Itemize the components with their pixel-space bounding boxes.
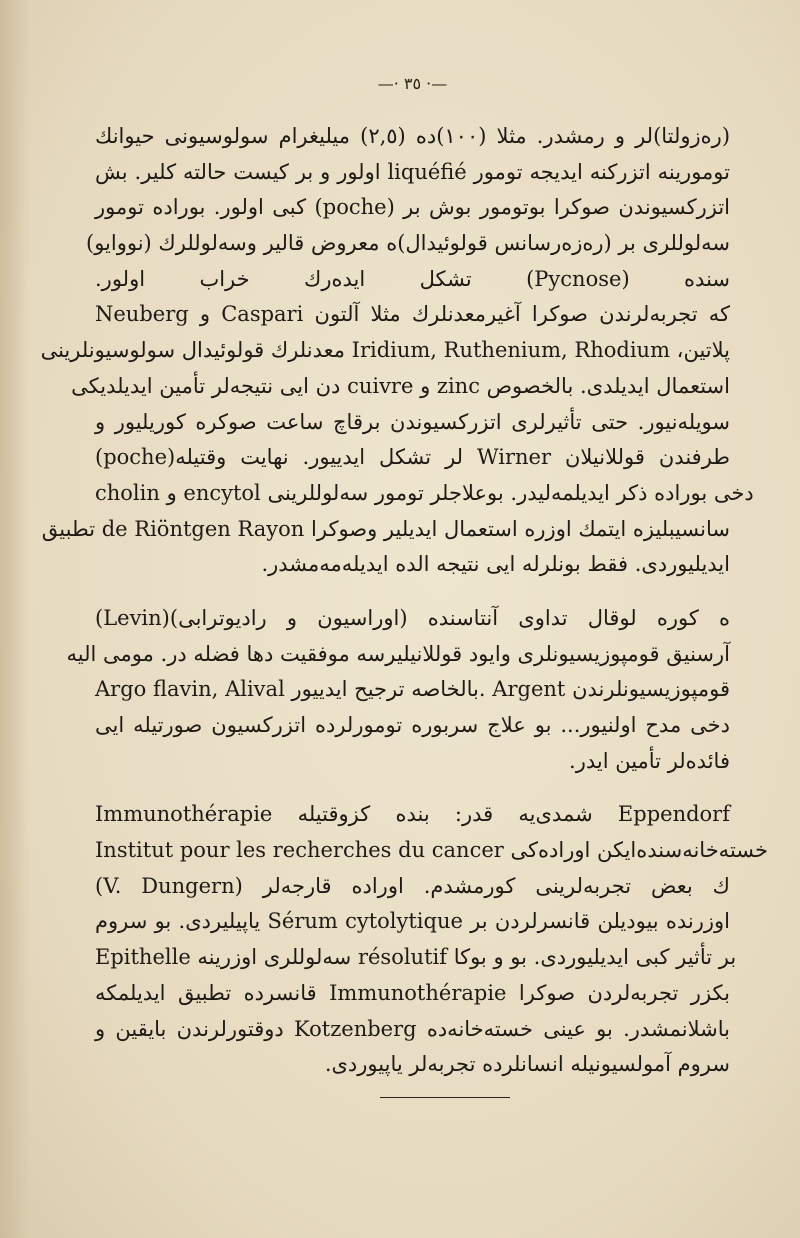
end-rule [380, 1097, 510, 1098]
body-text [40, 119, 768, 1083]
text-line: سانسیبلیزه ایتمك اوزره استعمال ایدیلیر وصوکرا de Riöntgen Rayon تطبیق [41, 516, 730, 541]
text-line: فائده‌لر تأمین ایدر. [569, 748, 730, 773]
text-line: سویله‌نیور. حتی تأثیرلری اتزرکسیوندن برقاچ ساعت صوکره کوریلیور و [95, 409, 730, 434]
text-line: بکزر تجربه‌لردن صوکرا Immunothérapie قانسرده تطبیق ایدیلمکه [95, 980, 730, 1005]
text-line: باشلانمشدر. بو عینی خسته‌خانه‌ده Kotzenberg دوقتورلرندن بایقین و [95, 1016, 730, 1041]
text-line: (ره‌زولتا)لر و رمشدر. مثلا (١٠٠)ده (٢,٥) میلیغرام سولوسیونی حیوانك [95, 124, 731, 148]
text-line: Neuberg و Caspari كه تجربه‌لرندن صوکرا آغیرمعدنلرك مثلا آلتون [95, 302, 731, 327]
text-line: Argo flavin, Alival بالخاصه ترجیح ایدییور. Argent قومپوزیسیونلرندن [95, 677, 730, 702]
text-line: Immunothérapie شمدی‌یه قدر: بنده کزوقتیله Eppendorf [95, 802, 730, 827]
text-line: آرسنیق قومپوزیسیونلری وایود قوللانیلیرسه موفقیت دها فضله در. مومی الیه [66, 641, 730, 666]
text-line: سروم آمولسیونیله انسانلرده تجربه‌لر یاپیوردی. [324, 1052, 730, 1077]
paragraph-1 [40, 119, 754, 583]
text-line: (V. Dungern) ك بعض تجربه‌لرینی کورمشدم. اوراده قارجه‌لر [95, 873, 730, 898]
text-line: سنده (Pycnose) تشکل ایده‌رك خراب اولور. [95, 266, 731, 291]
paragraph-3 [95, 797, 768, 1083]
text-line: پلاتین، Iridium, Ruthenium, Rhodium معدنلرك قولوئیدال سولوسیونلرینی [40, 338, 730, 363]
text-line: دخی مدح اولنیور... بو علاج سربوره تومورلرده اتزرکسیون صورتیله ایی [95, 713, 730, 737]
text-line: تومورینه اتزرکنه ایدیجه تومور liquéfié اولور و بر کیست حالته کلیر. بش [95, 159, 730, 184]
paragraph-gap [95, 583, 730, 601]
text-line: اتزرکسیوندن صوکرا بوتومور بوش بر (poche) کبی اولور. بوراده تومور [95, 195, 730, 220]
text-line: استعمال ایدیلدی. بالخصوص zinc و cuivre دن ایی نتیجه‌لر تأمین ایدیلدیکی [71, 373, 730, 398]
text-line: ایدیلیوردی. فقط بونلرله ایی نتیجه الده ایدیله‌مه‌مشدر. [261, 552, 730, 577]
text-line: cholin و encytol دخی بوراده ذکر ایدیلمه‌لیدر. بوعلاجلر تومور سه‌لوللرینی [95, 480, 754, 505]
page-number: —· ٣٥ ·— [377, 74, 448, 93]
text-line: سه‌لوللری بر (ره‌زه‌رسانس قولوئیدال)ه معروض قالیر وسه‌لوللرك (نووایو) [86, 231, 730, 256]
paragraph-gap [95, 779, 730, 797]
text-line: Institut pour les recherches du cancer خسته‌خانه‌سنده‌ایکن اوراده‌کی [95, 838, 768, 863]
text-line: Epithelle سه‌لوللری اوزرینه résolutif بر تأثیر کبی ایدیلیوردی. بو و بوکا [95, 945, 737, 970]
text-line: (Levin)ه کوره لوقال تداوی آنتاسنده (اوراسیون و رادیوترابی) [95, 605, 730, 630]
paragraph-2 [66, 601, 730, 779]
text-line: (poche)لر تشکل ایدییور. نهایت وقتیله Wirner طرفندن قوللانیلان [95, 445, 730, 470]
text-line: اوزرنده بیودیلن قانسرلردن بر Sérum cytolytique یاپیلیردی. بو سروم [95, 909, 730, 934]
